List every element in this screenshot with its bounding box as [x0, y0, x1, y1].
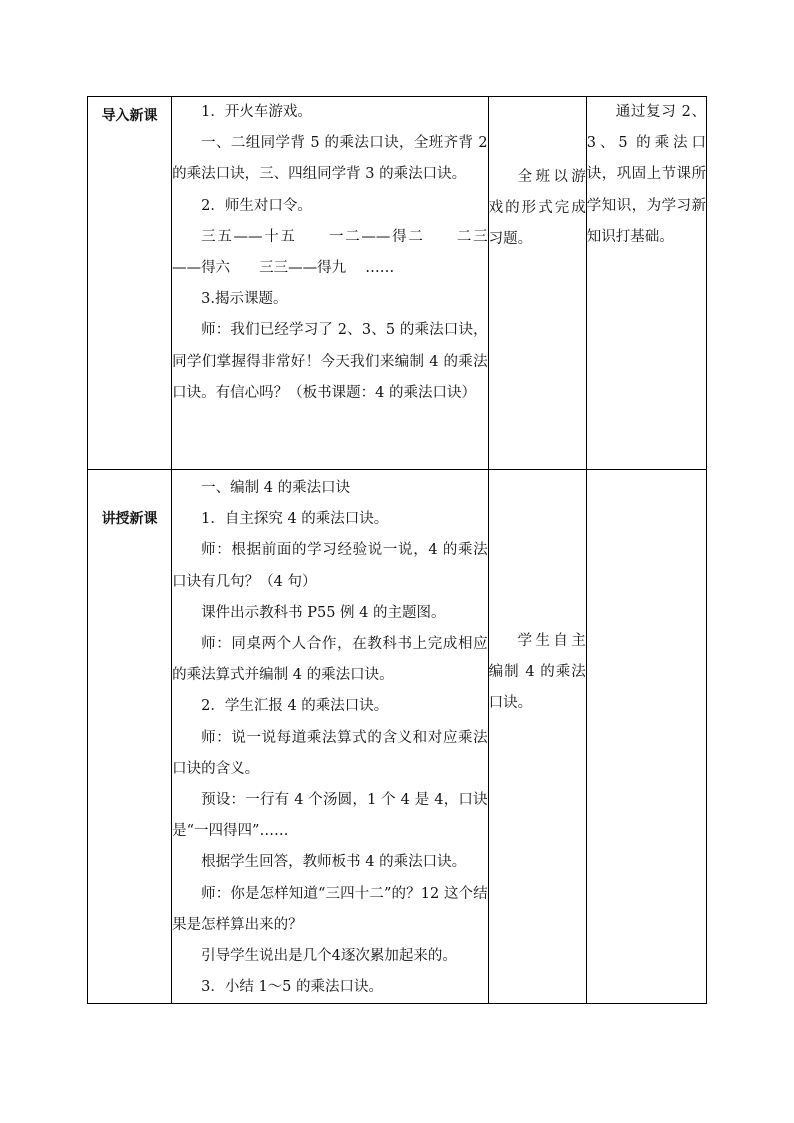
- content-paragraph: 2．学生汇报 4 的乘法口诀。: [201, 698, 389, 715]
- table-row: [88, 97, 707, 470]
- teaching-content: [172, 470, 489, 1004]
- content-paragraph: 师：我们已经学习了 2、3、5 的乘法口诀，同学们掌握得非常好！今天我们来编制 4 的乘法口诀。有信心吗？（板书课题：4 的乘法口诀）: [172, 322, 488, 401]
- content-paragraph: 三五——十五 一二——得二 二三——得六 三三——得九 ……: [172, 228, 488, 277]
- content-paragraph: 一、编制 4 的乘法口诀: [201, 480, 351, 496]
- design-intent: [586, 470, 706, 1004]
- content-paragraph: 1．自主探究 4 的乘法口诀。: [201, 511, 389, 528]
- student-activity: 全班以游戏的形式完成习题。: [488, 97, 586, 470]
- content-paragraph: 一、二组同学背 5 的乘法口诀，全班齐背 2 的乘法口诀，三、四组同学背 3 的乘法口诀。: [172, 135, 488, 183]
- teaching-content: [172, 97, 489, 470]
- content-paragraph: 3．小结 1～5 的乘法口诀。: [201, 979, 384, 996]
- content-paragraph: 根据学生回答，教师板书 4 的乘法口诀。: [201, 854, 467, 871]
- content-paragraph: 2．师生对口令。: [201, 197, 312, 214]
- student-activity: 学生自主编制 4 的乘法口诀。: [488, 470, 586, 1004]
- stage-label: 讲授新课: [88, 470, 172, 1004]
- content-paragraph: 师：同桌两个人合作，在教科书上完成相应的乘法算式并编制 4 的乘法口诀。: [172, 636, 488, 684]
- content-paragraph: 课件出示教科书 P55 例 4 的主题图。: [201, 604, 446, 621]
- content-paragraph: 预设：一行有 4 个汤圆，1 个 4 是 4，口诀是“一四得四”……: [172, 792, 488, 840]
- stage-label: 导入新课: [88, 97, 172, 470]
- content-paragraph: 师：根据前面的学习经验说一说，4 的乘法口诀有几句？（4 句）: [172, 542, 488, 590]
- lesson-plan-table: [87, 96, 707, 1004]
- content-paragraph: 1．开火车游戏。: [201, 104, 312, 120]
- content-paragraph: 3.揭示课题。: [201, 291, 288, 308]
- content-paragraph: 师：说一说每道乘法算式的含义和对应乘法口诀的含义。: [172, 729, 488, 777]
- content-paragraph: 师：你是怎样知道“三四十二”的？12 这个结果是怎样算出来的？: [172, 885, 488, 933]
- table-row: [88, 470, 707, 1004]
- content-paragraph: 引导学生说出是几个4逐次累加起来的。: [201, 948, 457, 965]
- design-intent: 通过复习 2、3、5 的乘法口诀，巩固上节课所学知识，为学习新知识打基础。: [586, 97, 706, 470]
